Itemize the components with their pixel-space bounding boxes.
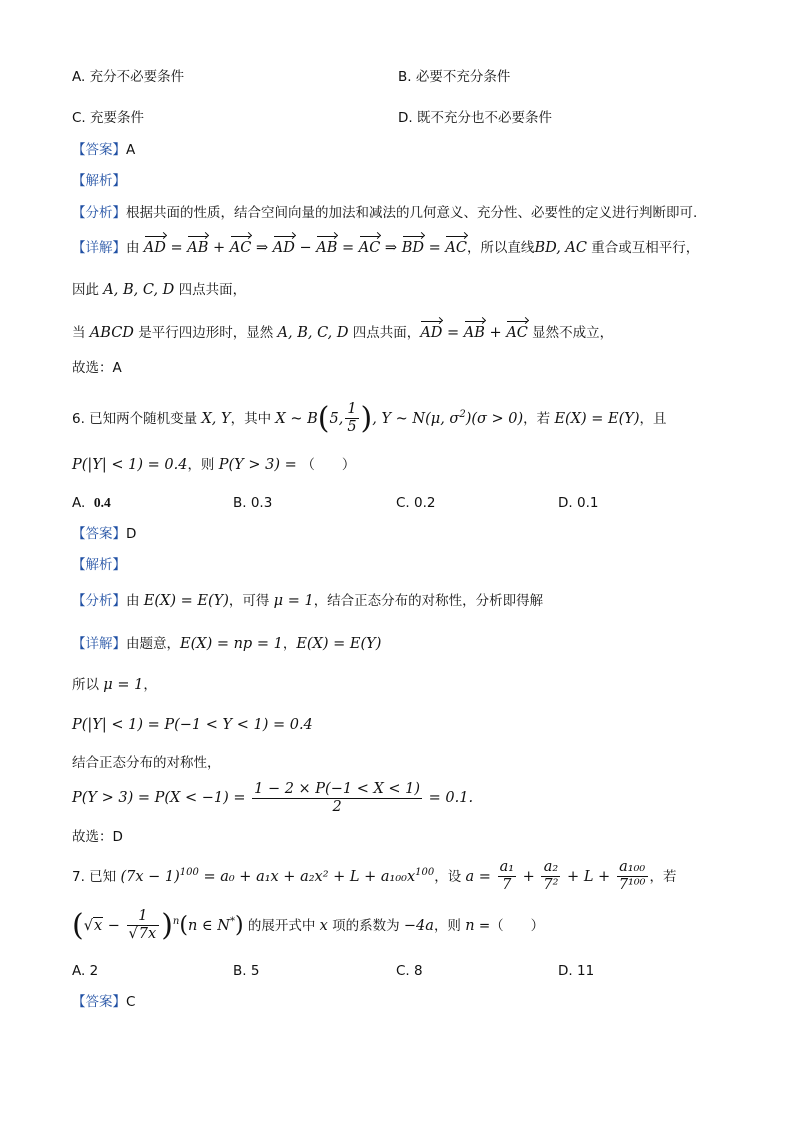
option-c: C. 充要条件 bbox=[72, 110, 145, 126]
q7-answer: 【答案】C bbox=[72, 994, 136, 1010]
coplanar-line: 因此 A, B, C, D 四点共面， bbox=[72, 282, 247, 298]
answer-line: 【答案】A bbox=[72, 142, 136, 158]
q6-option-a: A. 0.4 bbox=[72, 495, 111, 511]
choice-line: 故选：A bbox=[72, 360, 122, 376]
q7-option-a: A. 2 bbox=[72, 963, 99, 979]
option-a: A. 充分不必要条件 bbox=[72, 69, 185, 85]
parallelogram-line: 当 ABCD 是平行四边形时，显然 A, B, C, D 四点共面，AD = AB + AC 显然不成立， bbox=[72, 322, 613, 344]
q6-option-d: D. 0.1 bbox=[558, 495, 599, 511]
q6-stem-2: P(|Y| < 1) = 0.4，则 P(Y > 3) = （ ） bbox=[72, 457, 356, 473]
q7-stem: 7. 已知 $(7x - 1)^{100} = a_0 + a_1x + a_2x^2 + L + a_{100}x^{100}$，设 a = $\frac{\text{a₁}}{7}$ + $\frac{\text{a₂}}{\text{7²}}$ + L + $\frac{\text{a₁₀₀}}{\text{7¹⁰⁰}}$ ，若 bbox=[72, 859, 677, 894]
option-d: D. 既不充分也不必要条件 bbox=[398, 110, 552, 126]
q6-answer: 【答案】D bbox=[72, 526, 137, 542]
q7-option-b: B. 5 bbox=[233, 963, 260, 979]
q6-analysis-tag: 【解析】 bbox=[72, 557, 126, 573]
q6-fenxi: 【分析】由 E(X) = E(Y)，可得 μ = 1，结合正态分布的对称性，分析即得解 bbox=[72, 593, 544, 609]
q6-option-c: C. 0.2 bbox=[396, 495, 436, 511]
q6-choice: 故选：D bbox=[72, 829, 123, 845]
vector-ad: AD bbox=[144, 237, 166, 259]
q7-option-c: C. 8 bbox=[396, 963, 423, 979]
q6-mu-line: 所以 μ = 1， bbox=[72, 677, 157, 693]
q6-xiangjie: 【详解】由题意，E(X) = np = 1，E(X) = E(Y) bbox=[72, 636, 382, 652]
q6-symmetry-line: 结合正态分布的对称性， bbox=[72, 755, 221, 771]
q6-stem: 6. 已知两个随机变量 X, Y，其中 X ~ B(5, $\frac{1}{5}$ ), Y ~ N(μ, $\sigma^2)(\sigma > 0)$，若 E(X) = E(Y)，且 bbox=[72, 400, 667, 436]
q6-result-line: P(Y > 3) = P(X < −1) = $\frac{1 - 2 \times P(-1 < X < 1)}{2}$ = 0.1. bbox=[72, 780, 474, 815]
xiangjie-line: 【详解】由 AD = AB + AC ⇒ AD − AB = AC ⇒ BD = AC，所以直线BD, AC 重合或互相平行， bbox=[72, 237, 699, 259]
option-b: B. 必要不充分条件 bbox=[398, 69, 511, 85]
q6-prob-line: P(|Y| < 1) = P(−1 < Y < 1) = 0.4 bbox=[72, 717, 313, 733]
fenxi-line: 【分析】根据共面的性质，结合空间向量的加法和减法的几何意义、充分性、必要性的定义进行判断即可. bbox=[72, 205, 698, 221]
q7-stem-2: (√x − $\frac{1}{√7x}$ )$^n$(n ∈ N*) 的展开式中 x 项的系数为 −4a，则 n =（ ） bbox=[72, 907, 545, 943]
answer-tag: 【答案】 bbox=[72, 142, 126, 158]
analysis-tag: 【解析】 bbox=[72, 173, 126, 189]
q7-option-d: D. 11 bbox=[558, 963, 595, 979]
q6-option-b: B. 0.3 bbox=[233, 495, 273, 511]
